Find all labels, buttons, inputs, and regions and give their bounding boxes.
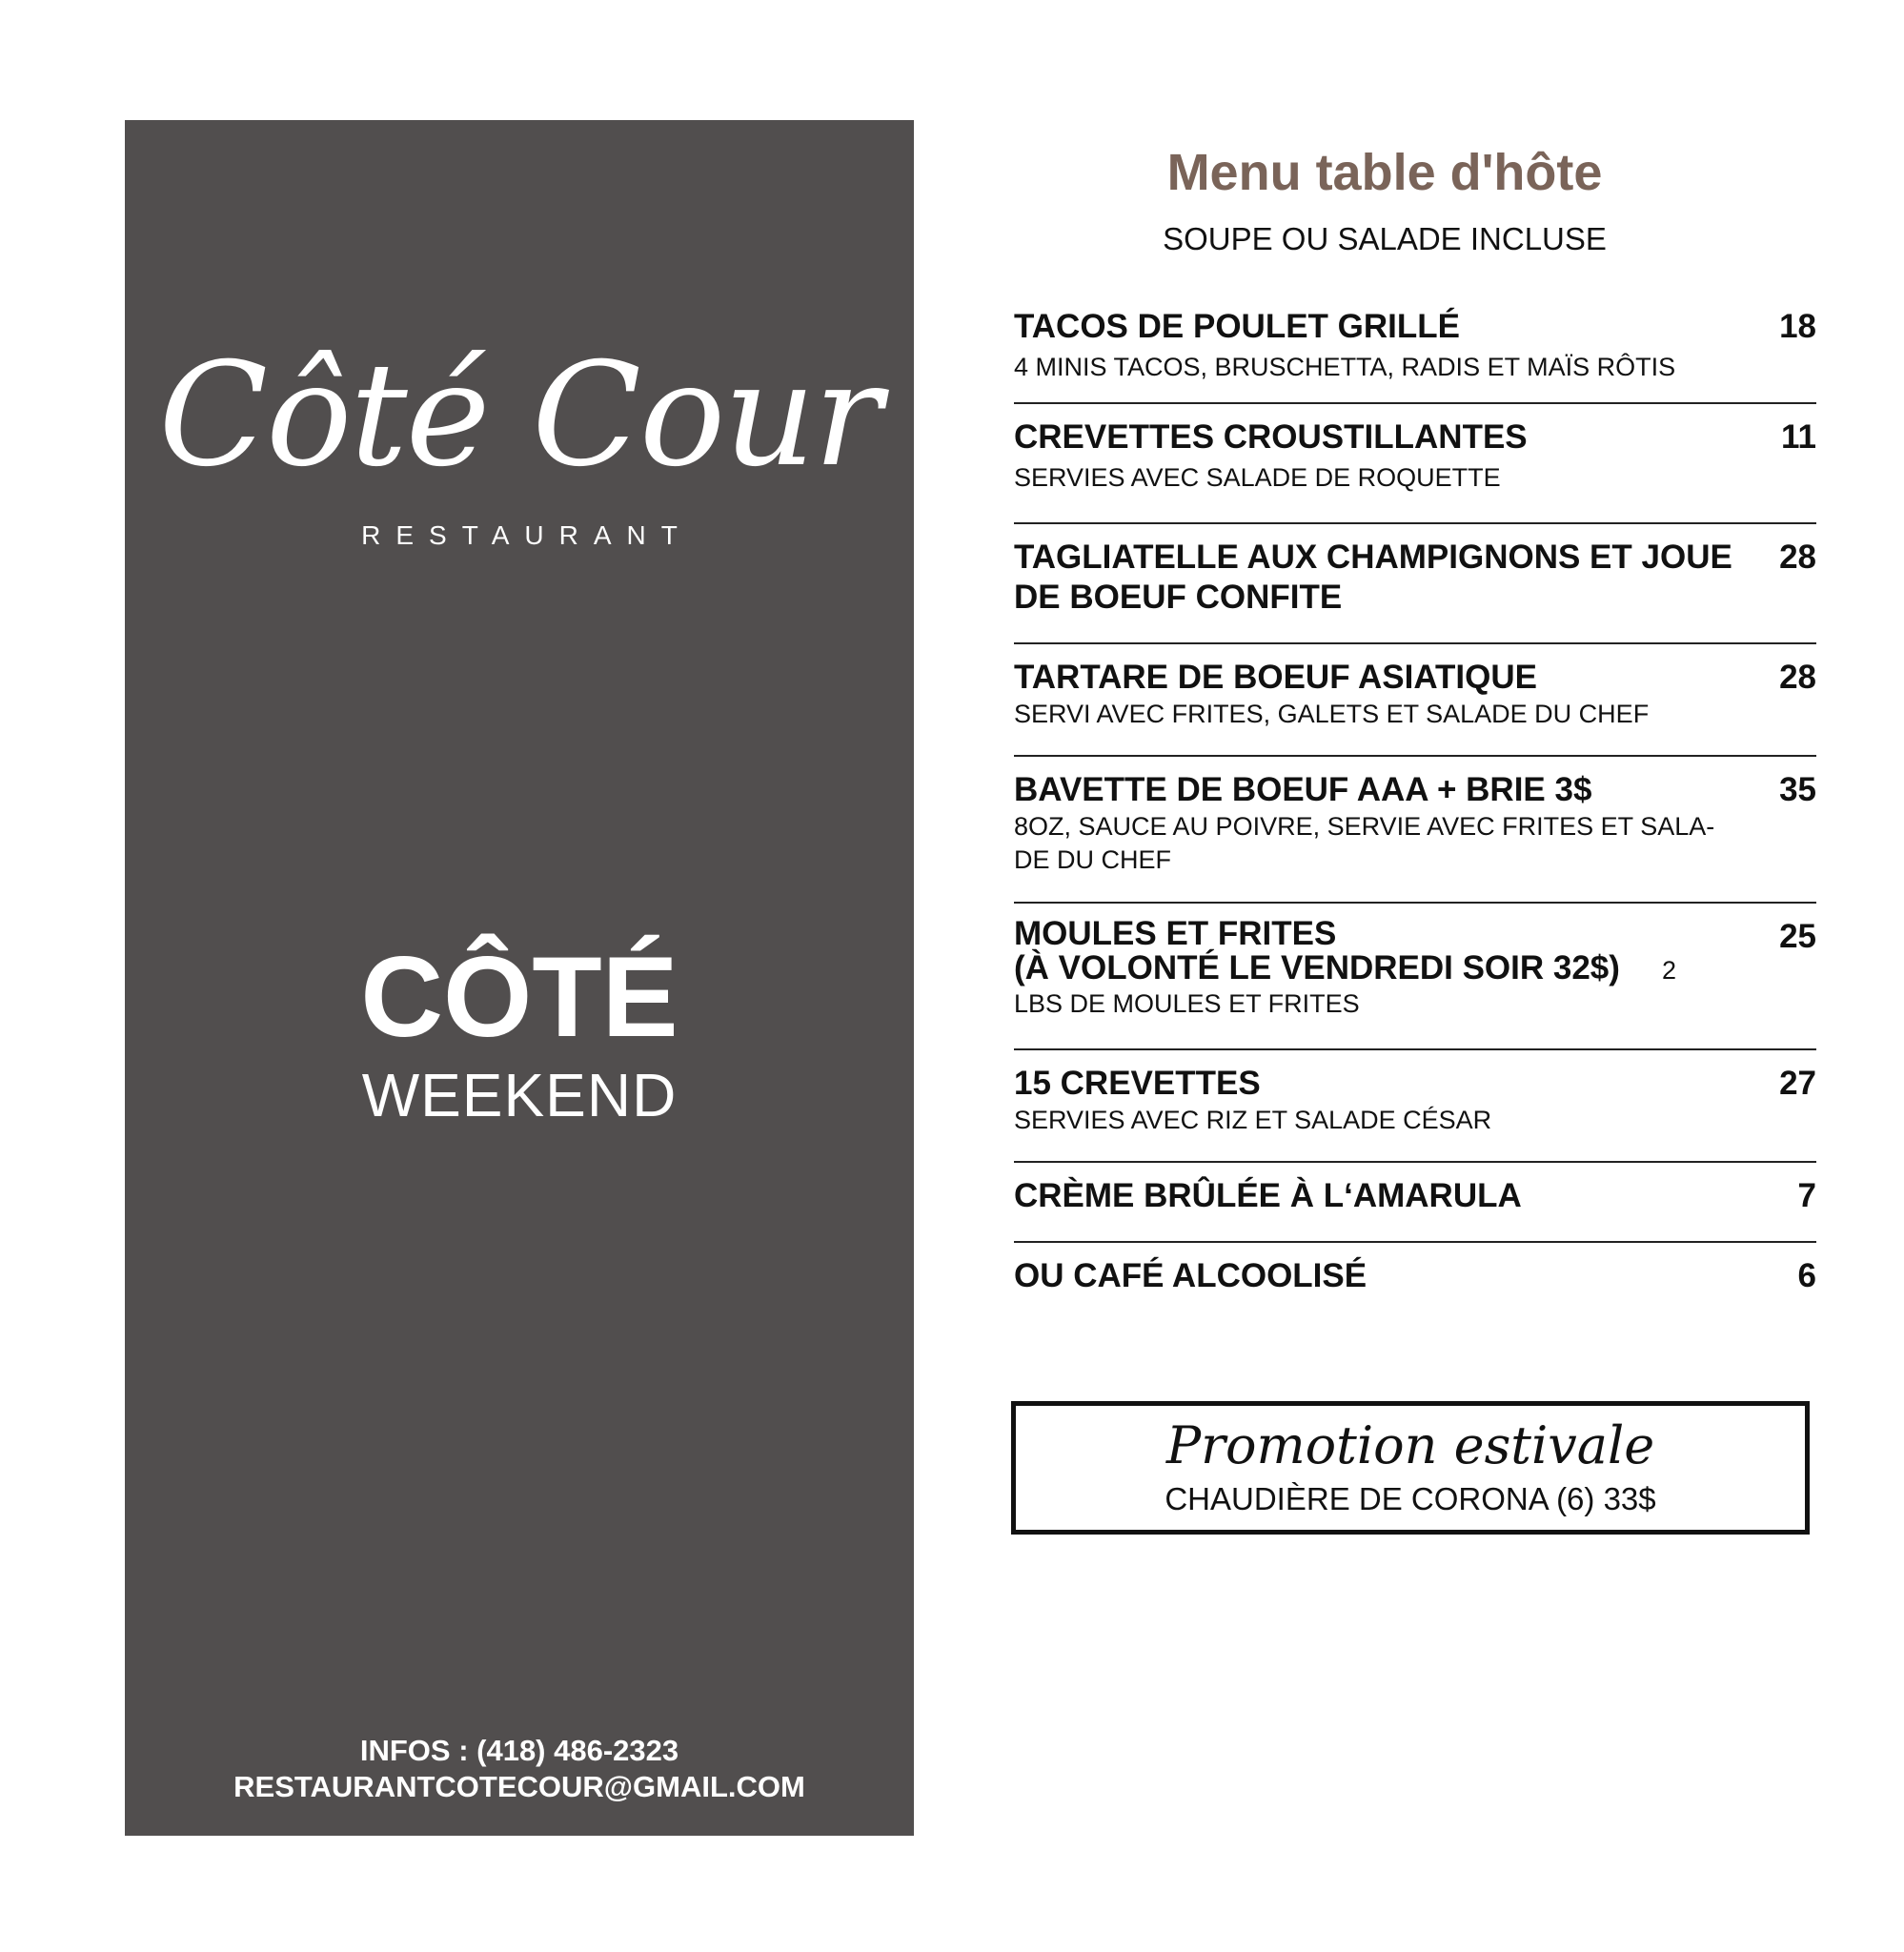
menu-subtitle: SOUPE OU SALADE INCLUSE <box>1163 221 1607 256</box>
promotion-title: Promotion estivale <box>1165 1415 1655 1475</box>
restaurant-logo: Côté Cour <box>158 333 881 498</box>
menu-item-price: 28 <box>1779 539 1816 576</box>
menu-item-description: SERVI AVEC FRITES, GALETS ET SALADE DU CHEF <box>1014 700 1650 728</box>
menu-title: Menu table d'hôte <box>1166 144 1603 201</box>
menu-item <box>1014 904 1816 1050</box>
menu-item-name: MOULES ET FRITES <box>1014 915 1337 952</box>
menu-item-price: 7 <box>1797 1177 1816 1214</box>
menu-item-price: 27 <box>1779 1065 1816 1102</box>
menu-item-description: SERVIES AVEC RIZ ET SALADE CÉSAR <box>1014 1106 1492 1134</box>
menu-item <box>1014 757 1816 904</box>
menu-item-description: 8OZ, SAUCE AU POIVRE, SERVIE AVEC FRITES ET SALA-DE DU CHEF <box>1014 812 1715 874</box>
menu-item <box>1014 644 1816 757</box>
menu-item-name-line2 <box>1014 951 1816 987</box>
menu-item-price: 28 <box>1779 659 1816 696</box>
restaurant-logo-subtitle: RESTAURANT <box>361 520 693 550</box>
promotion-box <box>1011 1401 1810 1535</box>
menu-item-name: CRÈME BRÛLÉE À L‘AMARULA <box>1014 1177 1522 1214</box>
menu-item-description: SERVIES AVEC SALADE DE ROQUETTE <box>1014 463 1501 492</box>
menu-item <box>1014 524 1816 644</box>
menu-item-name: CREVETTES CROUSTILLANTES <box>1014 418 1528 456</box>
menu-item-name: TACOS DE POULET GRILLÉ <box>1014 308 1460 345</box>
contact-info <box>125 1733 914 1805</box>
menu-item-price: 35 <box>1779 771 1816 808</box>
menu-item-price: 6 <box>1797 1257 1816 1294</box>
menu-item-price: 25 <box>1779 918 1816 955</box>
menu-item <box>1014 404 1816 524</box>
menu-item-quantity: 2 <box>1661 956 1676 985</box>
left-panel <box>125 120 914 1836</box>
menu-item-name: OU CAFÉ ALCOOLISÉ <box>1014 1257 1367 1294</box>
menu-item-name: 15 CREVETTES <box>1014 1065 1261 1102</box>
menu-item-price: 18 <box>1779 308 1816 345</box>
menu-item <box>1014 1050 1816 1163</box>
contact-phone: INFOS : (418) 486-2323 <box>359 1734 679 1767</box>
promo-subheadline: WEEKEND <box>361 1061 678 1129</box>
menu-list <box>1014 297 1816 1321</box>
menu-item-name: TAGLIATELLE AUX CHAMPIGNONS ET JOUE DE BOEUF CONFITE <box>1014 539 1732 616</box>
menu-item <box>1014 1163 1816 1243</box>
menu-item-name: TARTARE DE BOEUF ASIATIQUE <box>1014 659 1537 696</box>
menu-item-price: 11 <box>1781 418 1816 456</box>
menu-item-description: LBS DE MOULES ET FRITES <box>1014 989 1360 1018</box>
contact-email: RESTAURANTCOTECOUR@GMAIL.COM <box>233 1770 805 1803</box>
promotion-text: CHAUDIÈRE DE CORONA (6) 33$ <box>1165 1481 1656 1516</box>
promo-headline: CÔTÉ <box>360 933 679 1061</box>
menu-item <box>1014 297 1816 404</box>
menu-item <box>1014 1243 1816 1321</box>
menu-item-description: 4 MINIS TACOS, BRUSCHETTA, RADIS ET MAÏS RÔTIS <box>1014 353 1676 381</box>
menu-item-name-detail: (À VOLONTÉ LE VENDREDI SOIR 32$) <box>1014 949 1620 986</box>
menu-item-name: BAVETTE DE BOEUF AAA + BRIE 3$ <box>1014 771 1592 808</box>
